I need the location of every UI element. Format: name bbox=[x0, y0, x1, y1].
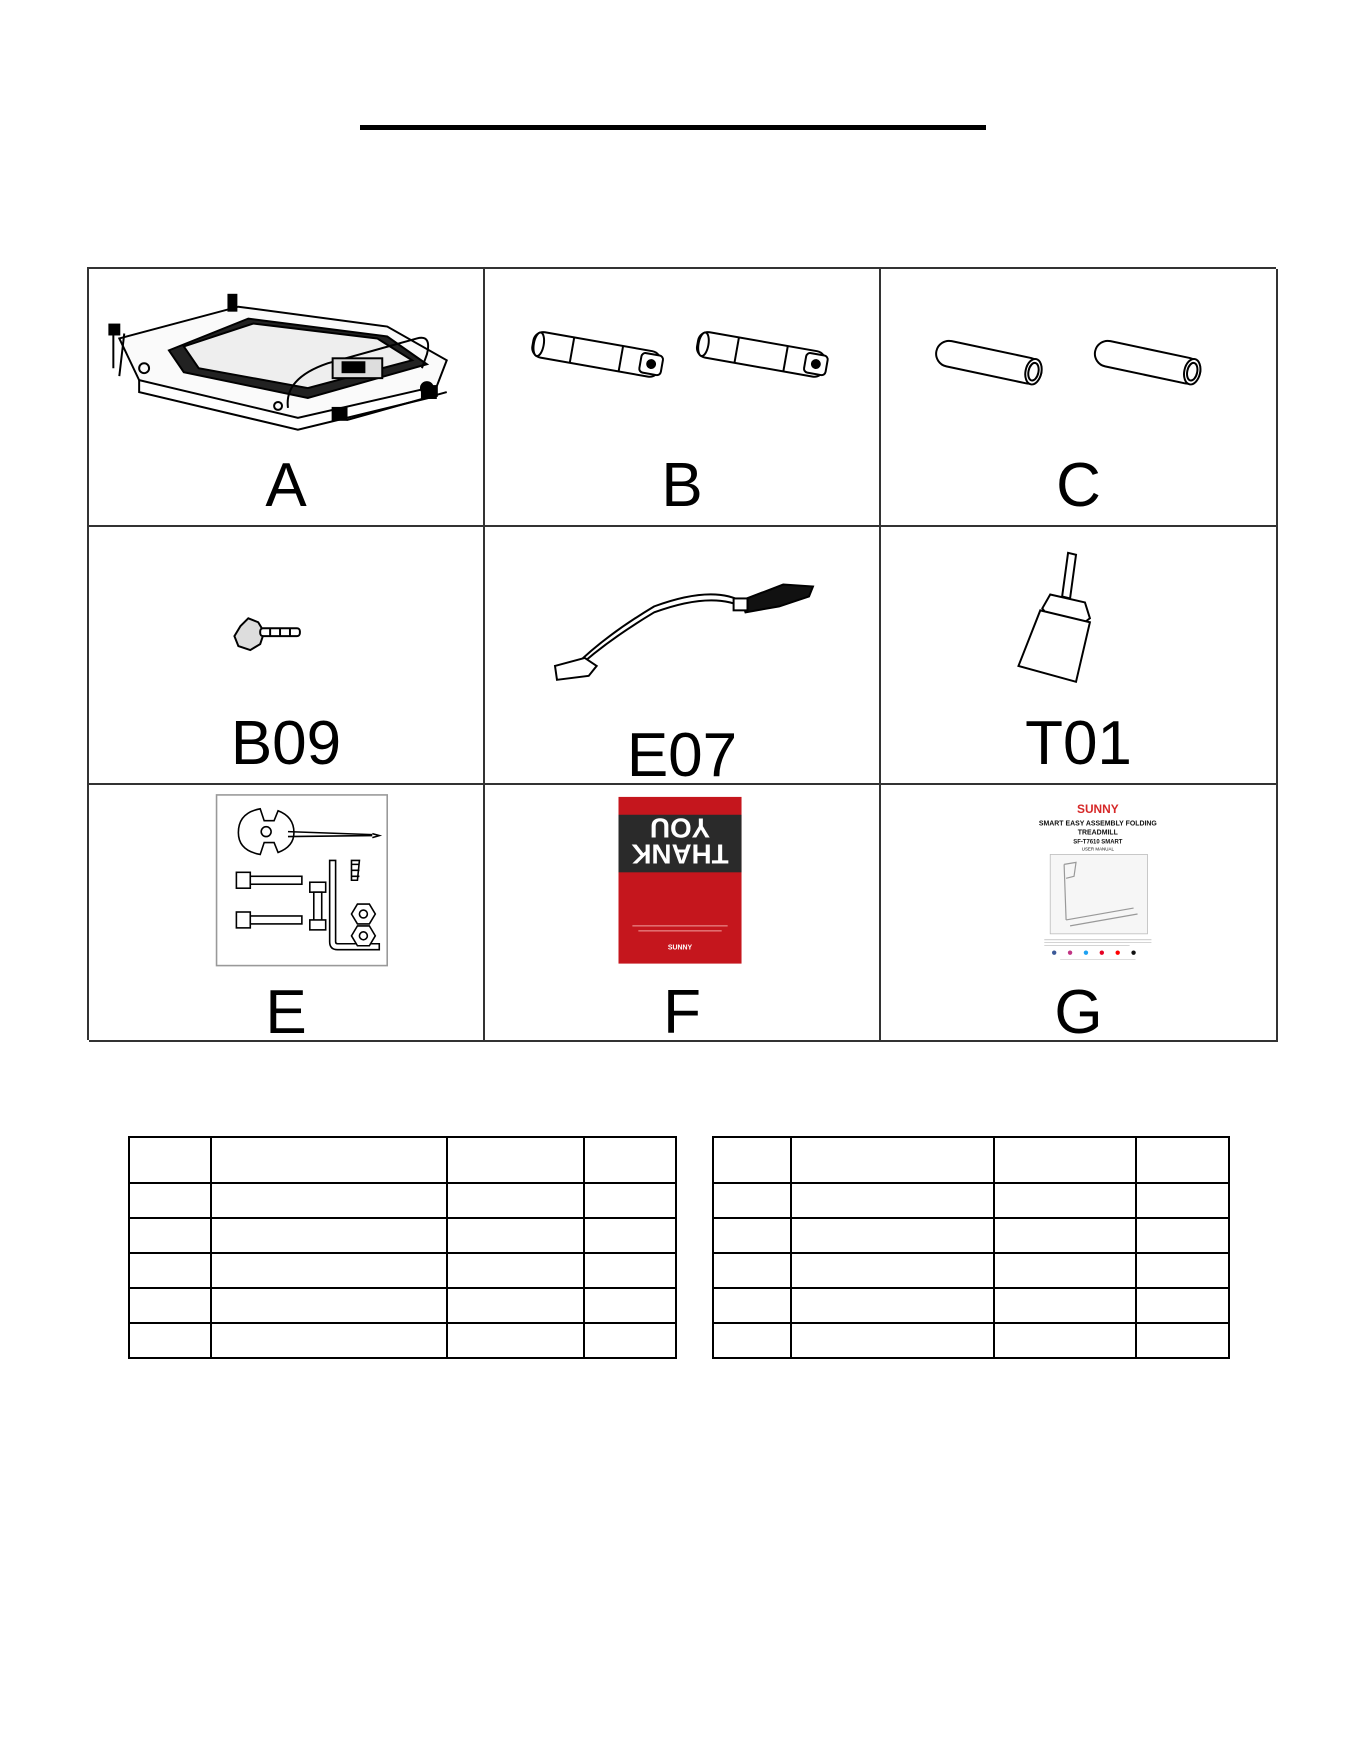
parts-list-table-right bbox=[712, 1136, 1230, 1359]
parts-list-table-left bbox=[128, 1136, 677, 1359]
table-row bbox=[713, 1253, 1229, 1288]
manual-model: SF-T7610 SMART bbox=[1073, 839, 1123, 846]
part-label-t01: T01 bbox=[1025, 709, 1132, 778]
part-cell-c bbox=[881, 269, 1278, 527]
part-cell-b bbox=[485, 269, 881, 527]
part-label-b: B bbox=[661, 451, 703, 520]
part-label-g: G bbox=[1054, 978, 1103, 1047]
table-row bbox=[713, 1288, 1229, 1323]
table-row bbox=[129, 1183, 676, 1218]
table-row bbox=[129, 1288, 676, 1323]
manual-title-line2: TREADMILL bbox=[1077, 829, 1118, 837]
thank-you-line1: THANK bbox=[631, 838, 729, 870]
title-underline bbox=[360, 125, 986, 130]
table-row bbox=[713, 1323, 1229, 1358]
part-label-b09: B09 bbox=[230, 709, 342, 778]
part-label-f: F bbox=[663, 978, 701, 1047]
manual-title-line1: SMART EASY ASSEMBLY FOLDING bbox=[1038, 820, 1157, 828]
part-cell-e07 bbox=[485, 527, 881, 790]
part-cell-t01 bbox=[881, 527, 1278, 785]
part-label-a: A bbox=[265, 451, 307, 520]
table-row bbox=[129, 1323, 676, 1358]
manual-brand: SUNNY bbox=[1077, 801, 1119, 816]
thank-you-brand: SUNNY bbox=[667, 944, 693, 952]
table-row bbox=[129, 1253, 676, 1288]
part-cell-a bbox=[89, 269, 485, 527]
part-cell-b09 bbox=[89, 527, 485, 785]
table-row bbox=[713, 1183, 1229, 1218]
part-label-e: E bbox=[265, 978, 307, 1047]
part-label-e07: E07 bbox=[626, 721, 738, 790]
part-cell-g bbox=[881, 785, 1278, 1047]
part-cell-f bbox=[485, 785, 881, 1047]
table-row bbox=[129, 1137, 676, 1183]
part-cell-e bbox=[89, 785, 485, 1047]
table-row bbox=[129, 1218, 676, 1253]
table-row bbox=[713, 1137, 1229, 1183]
parts-grid bbox=[87, 267, 1276, 1047]
thank-you-line2: YOU bbox=[649, 812, 711, 844]
manual-subtitle: USER MANUAL bbox=[1081, 846, 1114, 852]
table-row bbox=[713, 1218, 1229, 1253]
part-label-c: C bbox=[1056, 451, 1101, 520]
